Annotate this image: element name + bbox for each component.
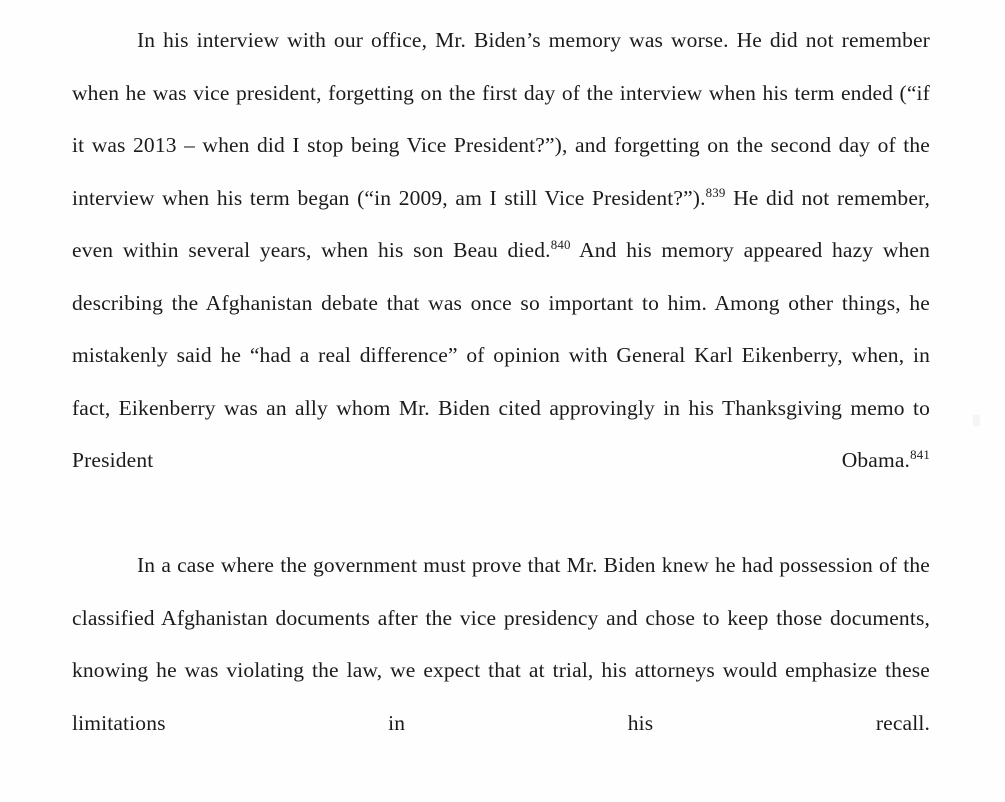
- footnote-marker[interactable]: 840: [550, 237, 571, 252]
- paragraph-2: In a case where the government must prove that Mr. Biden knew he had possession of the classified Afghanistan documents after the vice presidency and chose to keep those documents, knowing he was violating the law, we expect that at trial, his attorneys would emphasize these limitations in his recall.: [72, 553, 930, 735]
- footnote-marker[interactable]: 839: [705, 185, 726, 200]
- document-body: [72, 14, 930, 802]
- scan-artifact: [973, 415, 980, 426]
- paragraph-1: In his interview with our office, Mr. Biden’s memory was worse. He did not remember when he was vice president, forgetting on the first day of the interview when his term ended (“if it was 2013 – when did I stop being Vice President?”), and forgetting on the second day of the interview when his term began (“in 2009, am I still Vice President?”).$^{839}$ He did not remember, even within several years, when his son Beau died.$^{840}$ And his memory appeared hazy when describing the Afghanistan debate that was once so important to him. Among other things, he mistakenly said he “had a real difference” of opinion with General Karl Eikenberry, when, in fact, Eikenberry was an ally whom Mr. Biden cited approvingly in his Thanksgiving memo to President Obama.$^{841}$: [72, 28, 931, 472]
- footnote-marker[interactable]: 841: [910, 447, 930, 462]
